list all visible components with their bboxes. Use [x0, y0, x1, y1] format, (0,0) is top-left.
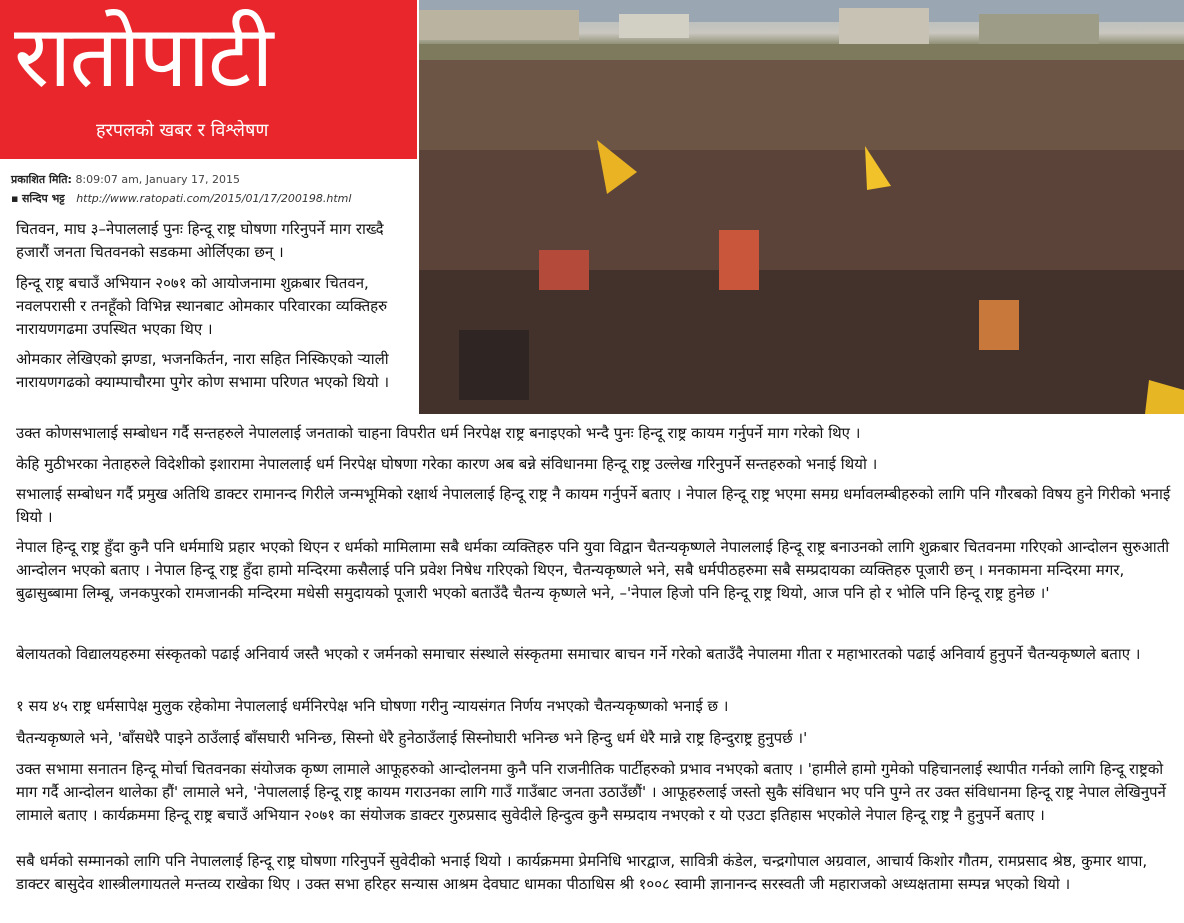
paragraph-9: १ सय ४५ राष्ट्र धर्मसापेक्ष मुलुक रहेकोमा नेपाललाई धर्मनिरपेक्ष भनि घोषणा गरीनु न्यायसंगत निर्णय नभएको चैतन्यकृष्णको भनाई छ ।: [16, 697, 729, 715]
paragraph-10: चैतन्यकृष्णले भने, 'बाँसधेरै पाइने ठाउँलाई बाँसघारी भनिन्छ, सिस्नो धेरै हुनेठाउँलाई सिस्नोघारी भनिन्छ भने हिन्दु धर्म धेरै मान्ने राष्ट्र हिन्दुराष्ट्र हुनुपर्छ ।': [16, 729, 808, 747]
paragraph-6: सभालाई सम्बोधन गर्दै प्रमुख अतिथि डाक्टर रामानन्द गिरीले जन्मभूमिको रक्षार्थ नेपाललाई हिन्दू राष्ट्र नै कायम गर्नुपर्ने बताए । नेपाल हिन्दू राष्ट्र भएमा समग्र धर्मावलम्बीहरुको लागि पनि गौरबको विषय हुने गिरीको भनाई थियो ।: [16, 485, 1171, 526]
article-paragraph: [16, 536, 1178, 605]
paragraph-8: बेलायतको विद्यालयहरुमा संस्कृतको पढाई अनिवार्य जस्तै भएको र जर्मनको समाचार संस्थाले संस्कृतमा समाचार बाचन गर्ने गरेको बताउँदै नेपालमा गीता र महाभारतको पढाई अनिवार्य हुनुपर्ने चैतन्यकृष्णले बताए ।: [16, 645, 1141, 663]
paragraph-7: नेपाल हिन्दू राष्ट्र हुँदा कुनै पनि धर्ममाथि प्रहार भएको थिएन र धर्मको मामिलामा सबै धर्मका व्यक्तिहरु पनि युवा विद्वान चैतन्यकृष्णले नेपाललाई हिन्दू राष्ट्र बनाउनको लागि शुक्रबार चितवनमा गरिएको आन्दोलन सुरुआती आन्दोलन भएको बताए । नेपाल हिन्दू राष्ट्र हुँदा हामो मन्दिरमा कसैलाई पनि प्रवेश निषेध गरिएको थिएन, चैतन्यकृष्णले भने, सबै धर्मपीठहरुमा सबै सम्प्रदायका व्यक्तिहरु पूजारी छन् । मनकामना मन्दिरमा मगर, बुढासुब्बामा लिम्बू, जनकपुरको रामजानकी मन्दिरमा मधेसी समुदायको पूजारी भएको बताउँदै चैतन्य कृष्णले भने, –'नेपाल हिजो पनि हिन्दू राष्ट्र थियो, आज पनि हो र भोलि पनि हिन्दू राष्ट्र हुनेछ ।': [16, 538, 1170, 602]
article-url[interactable]: http://www.ratopati.com/2015/01/17/200198.html: [76, 192, 352, 205]
site-tagline: हरपलको खबर र विश्लेषण: [96, 120, 269, 141]
paragraph-2: हिन्दू राष्ट्र बचाउँ अभियान २०७१ को आयोजनामा शुक्रबार चितवन, नवलपरासी र तनहूँको विभिन्न स्थानबाट ओमकार परिवारका व्यक्तिहरु नारायणगढमा उपस्थित भएका थिए ।: [16, 274, 388, 338]
photo-illustration: [419, 0, 1184, 414]
article-paragraph: [16, 727, 1178, 750]
article-paragraph: [16, 483, 1178, 529]
article-paragraph: [16, 218, 414, 264]
publish-date-label: प्रकाशित मिति:: [11, 173, 72, 186]
author-name: सन्दिप भट्ट: [21, 192, 65, 205]
article-paragraph: [16, 453, 1178, 476]
masthead: [0, 0, 417, 159]
paragraph-1: चितवन, माघ ३–नेपाललाई पुनः हिन्दू राष्ट्र घोषणा गरिनुपर्ने माग राख्दै हजारौं जनता चितवनको सडकमा ओर्लिएका छन् ।: [16, 220, 384, 261]
article-paragraph: [16, 348, 414, 394]
article-paragraph: [16, 695, 1178, 718]
author-bullet: ▪: [11, 192, 19, 205]
article-paragraph: [16, 758, 1178, 827]
paragraph-3: ओमकार लेखिएको झण्डा, भजनकिर्तन, नारा सहित निस्किएको र्‍याली नारायणगढको क्याम्पाचौरमा पुगेर कोण सभामा परिणत भएको थियो ।: [16, 350, 390, 391]
site-logo[interactable]: रातोपाटी: [14, 7, 272, 107]
article-paragraph: [16, 850, 1178, 896]
publish-date: [11, 172, 240, 187]
article-paragraph: [16, 272, 414, 341]
article-paragraph: [16, 643, 1178, 666]
paragraph-11: उक्त सभामा सनातन हिन्दू मोर्चा चितवनका संयोजक कृष्ण लामाले आफूहरुको आन्दोलनमा कुनै पनि राजनीतिक पार्टीहरुको प्रभाव नभएको बताए । 'हामीले हामो गुमेको पहिचानलाई स्थापीत गर्नको लागि हिन्दू राष्ट्रको माग गर्दै आन्दोलन थालेका हौं' लामाले भने, 'नेपाललाई हिन्दू राष्ट्र कायम गराउनका लागि गाउँ गाउँबाट जनता उठाउँछौं' । आफूहरुलाई जस्तो सुकै संविधान भए पनि पुग्ने तर उक्त संविधानमा हिन्दू राष्ट्र नेपाल लेखिनुपर्ने लामाले बताए । कार्यक्रममा हिन्दू राष्ट्र बचाउँ अभियान २०७१ का संयोजक डाक्टर गुरुप्रसाद सुवेदीले हिन्दुत्व कुनै सम्प्रदाय नभएको र यो एउटा इतिहास भएकोले नेपाल हिन्दू राष्ट्र नै हुनुपर्ने बताए ।: [16, 760, 1166, 824]
paragraph-5: केहि मुठीभरका नेताहरुले विदेशीको इशारामा नेपाललाई धर्म निरपेक्ष घोषणा गरेका कारण अब बन्ने संविधानमा हिन्दू राष्ट्र उल्लेख गरिनुपर्ने सन्तहरुको भनाई थियो ।: [16, 455, 878, 473]
rally-crowd-photo: [419, 0, 1184, 414]
byline: [11, 191, 351, 206]
article-paragraph: [16, 422, 1178, 445]
paragraph-12: सबै धर्मको सम्मानको लागि पनि नेपाललाई हिन्दू राष्ट्र घोषणा गरिनुपर्ने सुवेदीको भनाई थियो । कार्यक्रममा प्रेमनिधि भारद्वाज, सावित्री कंडेल, चन्द्रगोपाल अग्रवाल, आचार्य किशोर गौतम, रामप्रसाद श्रेष्ठ, कुमार थापा, डाक्टर बासुदेव शास्त्रीलगायतले मन्तव्य राखेका थिए । उक्त सभा हरिहर सन्यास आश्रम देवघाट धामका पीठाधिस श्री १००८ स्वामी ज्ञानानन्द सरस्वती जी महाराजको अध्यक्षतामा सम्पन्न भएको थियो ।: [16, 852, 1148, 893]
paragraph-4: उक्त कोणसभालाई सम्बोधन गर्दै सन्तहरुले नेपाललाई जनताको चाहना विपरीत धर्म निरपेक्ष राष्ट्र बनाइएको भन्दै पुनः हिन्दू राष्ट्र कायम गर्नुपर्ने माग गरेको थिए ।: [16, 424, 861, 442]
publish-date-value: 8:09:07 am, January 17, 2015: [75, 173, 240, 186]
